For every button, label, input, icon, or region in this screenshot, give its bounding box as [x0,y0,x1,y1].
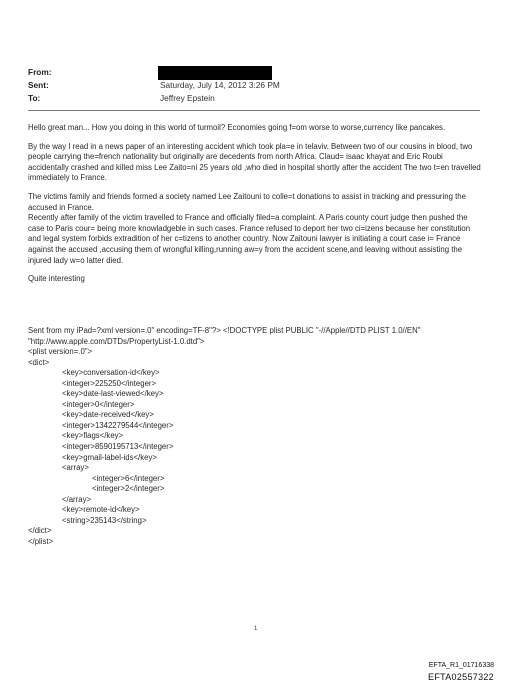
page-number: 1 [254,626,258,632]
plist-line: <array> [62,463,89,473]
plist-line: <integer>2</integer> [92,484,165,494]
plist-line: Sent from my iPad=?xml version=.0" encoding=TF-8"?> <!DOCTYPE plist PUBLIC "-//Apple//DTD PLIST 1.0//EN" [28,326,421,335]
plist-line: <key>remote-id</key> [62,505,140,515]
plist-line: <integer>0</integer> [62,399,135,409]
to-value: Jeffrey Epstein [160,93,215,103]
from-label: From: [28,67,52,77]
header-divider [28,110,480,111]
plist-line: <plist version=.0"> [28,347,93,357]
to-row [28,92,468,105]
plist-line: <key>gmail-label-ids</key> [62,452,157,462]
plist-line: <key>date-received</key> [62,410,154,420]
plist-line: <dict> [28,357,50,367]
body-paragraph: Quite interesting [28,274,85,284]
plist-line: <key>date-last-viewed</key> [62,389,164,399]
plist-line: </dict> [28,526,52,536]
sent-label: Sent: [28,80,49,90]
sent-row [28,79,468,92]
body-paragraph: The victims family and friends formed a society named Lee Zaitouni to colle=t donations to assist in tracking and pressuring the accused in France. Recently after family of the victim travelled to France and officially filed=a complaint. A Paris county court judge then pushed the case to Paris cour= being more knowladgeble in such cases. France refused to deport her two ci=izens because her constitution and legal system forbids extradition of her c=tizens to another country. Now Zaitouni lawyer is initiating a court case i= France against the accused ,accusing them of wrongful killing,running aw=y from the accident scene,and leaving without assisting the injured lady w=o latter died. [28,191,471,265]
sent-value: Saturday, July 14, 2012 3:26 PM [160,80,280,90]
plist-line: <key>flags</key> [62,431,124,441]
redaction-box [158,66,272,80]
plist-line: <integer>8590195713</integer> [62,442,174,452]
plist-line: </plist> [28,536,54,546]
email-body [28,123,484,293]
to-label: To: [28,93,41,103]
plist-line: </array> [62,494,92,504]
body-paragraph: By the way I read in a news paper of an interesting accident which took pla=e in telaviv. Between two of our cousins in blood, two people carrying the=french nationality but originally are decedents from north Africa. Claud= isaac khayat and Eric Roubi accidentally crashed and killed miss Lee Zaito=ni 25 years old ,who died in hospital shortly after the accident The two t=en travelled immediately to France. [28,141,481,183]
plist-line: <string>235143</string> [62,515,147,525]
bates-number-large: EFTA02557322 [428,672,494,682]
bates-number-small: EFTA_R1_01716338 [428,662,494,669]
plist-line: <integer>225250</integer> [62,378,157,388]
plist-line: <integer>6</integer> [92,473,165,483]
plist-block [28,326,484,547]
plist-line: <key>conversation-id</key> [62,368,160,378]
body-paragraph: Hello great man... How you doing in this world of turmoil? Economies going f=om worse to worse,currency like pancakes. [28,123,446,132]
plist-line: "http://www.apple.com/DTDs/PropertyList-1.0.dtd"> [28,336,205,346]
plist-line: <integer>1342279544</integer> [62,420,174,430]
